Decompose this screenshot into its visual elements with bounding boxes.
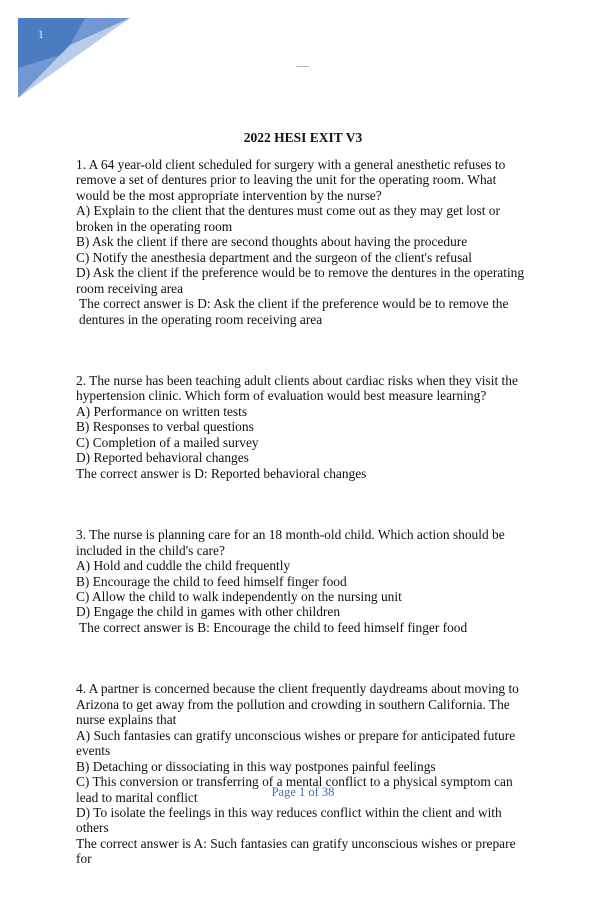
option-d: D) To isolate the feelings in this way reduces conflict within the client and with others (76, 804, 502, 836)
option-a: A) Hold and cuddle the child frequently (76, 558, 291, 574)
page-number-footer: Page 1 of 38 (271, 785, 335, 799)
option-d: D) Ask the client if the preference would be to remove the dentures in the operating room receiving area (76, 265, 525, 296)
option-d: D) Reported behavioral changes (76, 450, 249, 466)
page-corner-decoration (0, 0, 140, 110)
question-4 (76, 681, 531, 866)
question-stem: 3. The nurse is planning care for an 18 month-old child. Which action should be included in the child's care? (76, 527, 505, 558)
option-c: C) This conversion or transferring of a mental conflict to a physical symptom can lead to marital conflict (76, 774, 513, 805)
question-stem: 4. A partner is concerned because the client frequently daydreams about moving to Arizona to get away from the pollution and crowding in southern California. The nurse explains that (76, 681, 519, 728)
option-c: C) Notify the anesthesia department and the surgeon of the client's refusal (76, 249, 472, 265)
option-d: D) Engage the child in games with other children (76, 604, 341, 620)
correct-answer: The correct answer is D: Ask the client if the preference would be to remove the dentures in the operating room receiving area (79, 296, 509, 327)
option-c: C) Allow the child to walk independently on the nursing unit (76, 588, 402, 604)
option-a: A) Performance on written tests (76, 403, 248, 419)
header-rule (296, 66, 309, 67)
document-title: 2022 HESI EXIT V3 (243, 130, 363, 145)
option-a: A) Explain to the client that the dentures must come out as they may get lost or broken in the operating room (76, 203, 500, 234)
option-b: B) Responses to verbal questions (76, 419, 254, 435)
question-1 (76, 157, 531, 327)
question-2 (76, 373, 531, 481)
page-corner-number: 1 (38, 27, 44, 41)
correct-answer: The correct answer is B: Encourage the child to feed himself finger food (79, 619, 468, 635)
option-b: B) Ask the client if there are second thoughts about having the procedure (76, 234, 468, 250)
question-stem: 2. The nurse has been teaching adult clients about cardiac risks when they visit the hypertension clinic. Which form of evaluation would best measure learning? (76, 372, 518, 404)
option-b: B) Encourage the child to feed himself finger food (76, 573, 347, 589)
question-stem: 1. A 64 year-old client scheduled for surgery with a general anesthetic refuses to remove a set of dentures prior to leaving the unit for the operating room. What would be the most appropriate intervention by the nurse? (76, 157, 506, 203)
correct-answer: The correct answer is A: Such fantasies can gratify unconscious wishes or prepare for (76, 835, 516, 867)
correct-answer: The correct answer is D: Reported behavioral changes (76, 465, 367, 481)
question-3 (76, 527, 531, 635)
option-a: A) Such fantasies can gratify unconscious wishes or prepare for anticipated future events (76, 727, 516, 759)
option-b: B) Detaching or dissociating in this way postpones painful feelings (76, 758, 436, 774)
option-c: C) Completion of a mailed survey (76, 434, 259, 450)
